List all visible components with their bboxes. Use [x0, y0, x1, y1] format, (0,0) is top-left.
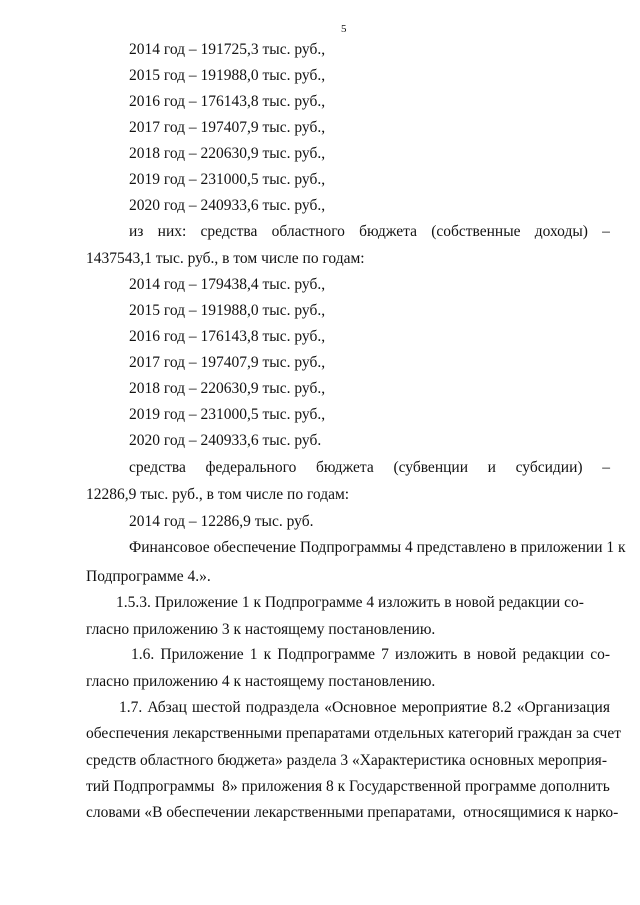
item-1-7-line: словами «В обеспечении лекарственными препаратами, относящимися к нарко-	[86, 804, 619, 821]
year-line: 2018 год – 220630,9 тыс. руб.,	[129, 145, 326, 162]
item-1-5-3: 1.5.3. Приложение 1 к Подпрограмме 4 изложить в новой редакции со-	[116, 594, 584, 611]
year-line: 2019 год – 231000,5 тыс. руб.,	[129, 406, 326, 423]
item-1-7-line: тий Подпрограммы 8» приложения 8 к Государственной программе дополнить	[86, 778, 610, 795]
regional-budget-line: из них: средства областного бюджета (собственные доходы) –	[129, 223, 610, 240]
regional-budget-total: 1437543,1 тыс. руб., в том числе по годам:	[86, 250, 365, 267]
federal-budget-line: средства федерального бюджета (субвенции и субсидии) –	[129, 459, 610, 476]
year-line: 2018 год – 220630,9 тыс. руб.,	[129, 380, 326, 397]
year-line: 2014 год – 191725,3 тыс. руб.,	[129, 41, 326, 58]
year-line: 2016 год – 176143,8 тыс. руб.,	[129, 93, 326, 110]
year-line: 2014 год – 12286,9 тыс. руб.	[129, 513, 314, 530]
year-line: 2020 год – 240933,6 тыс. руб.	[129, 432, 322, 449]
financing-paragraph: Финансовое обеспечение Подпрограммы 4 представлено в приложении 1 к	[129, 539, 626, 556]
year-line: 2019 год – 231000,5 тыс. руб.,	[129, 171, 326, 188]
item-1-7: 1.7. Абзац шестой подраздела «Основное мероприятие 8.2 «Организация	[119, 699, 610, 716]
year-line: 2017 год – 197407,9 тыс. руб.,	[129, 354, 326, 371]
item-1-6-cont: гласно приложению 4 к настоящему постановлению.	[86, 673, 436, 690]
federal-budget-total: 12286,9 тыс. руб., в том числе по годам:	[86, 486, 350, 503]
item-1-6: 1.6. Приложение 1 к Подпрограмме 7 изложить в новой редакции со-	[131, 646, 610, 663]
page-number: 5	[341, 23, 347, 35]
item-1-7-line: средств областного бюджета» раздела 3 «Характеристика основных мероприя-	[86, 752, 607, 769]
year-line: 2017 год – 197407,9 тыс. руб.,	[129, 119, 326, 136]
year-line: 2016 год – 176143,8 тыс. руб.,	[129, 328, 326, 345]
item-1-5-3-cont: гласно приложению 3 к настоящему постановлению.	[86, 621, 436, 638]
financing-paragraph-cont: Подпрограмме 4.».	[86, 568, 211, 585]
year-line: 2015 год – 191988,0 тыс. руб.,	[129, 302, 326, 319]
item-1-7-line: обеспечения лекарственными препаратами отдельных категорий граждан за счет	[86, 725, 621, 742]
year-line: 2015 год – 191988,0 тыс. руб.,	[129, 67, 326, 84]
year-line: 2014 год – 179438,4 тыс. руб.,	[129, 276, 326, 293]
year-line: 2020 год – 240933,6 тыс. руб.,	[129, 197, 326, 214]
